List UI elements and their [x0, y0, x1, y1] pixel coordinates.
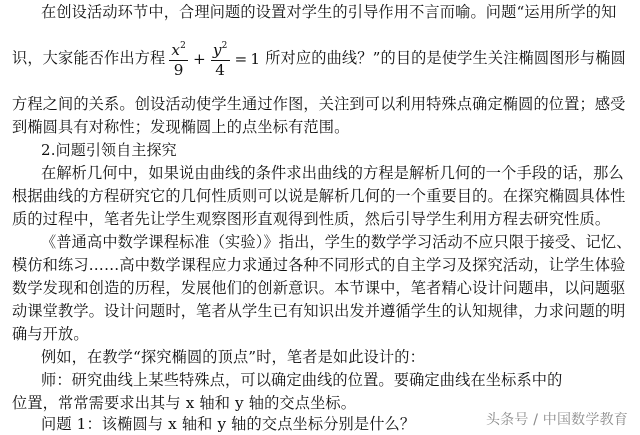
formula-y-denominator: 4 — [215, 61, 226, 80]
formula-y-exp: 2 — [221, 41, 228, 51]
formula-plus-sign: + — [192, 50, 206, 69]
paragraph-line-10: 模仿和练习……高中数学课程应力求通过各种不同形式的自主学习及探究活动，让学生体验 — [12, 256, 626, 274]
formula-equals-sign: = — [234, 50, 248, 69]
paragraph-line-8: 质的过程中，笔者先让学生观察图形直观得到性质，然后引导学生利用方程去研究性质。 — [12, 210, 611, 228]
line-2-suffix: 所对应的曲线？”的目的是使学生关注椭圆图形与椭圆 — [265, 49, 626, 68]
formula-x-denominator: 9 — [173, 61, 184, 80]
formula-fraction-y — [211, 39, 230, 79]
section-heading: 2.问题引领自主探究 — [41, 141, 177, 159]
paragraph-line-1: 在创设活动环节中，合理问题的设置对学生的引导作用不言而喻。问题“运用所学的知 — [41, 3, 617, 21]
paragraph-line-13: 确与开放。 — [12, 325, 89, 343]
paragraph-line-11: 数学发现和创造的历程，发展他们的创新意识。本节课中，笔者精心设计问题串，以问题驱 — [12, 279, 626, 297]
formula-x-exp: 2 — [180, 41, 186, 51]
formula-fraction-x — [169, 39, 188, 79]
paragraph-line-12: 动课堂教学。设计问题时，笔者从学生已有知识出发并遵循学生的认知规律，力求问题的明 — [12, 302, 626, 320]
formula-rhs: 1 — [250, 50, 261, 69]
paragraph-line-14: 例如，在教学“探究椭圆的顶点”时，笔者是如此设计的： — [41, 348, 425, 366]
paragraph-line-4: 到椭圆具有对称性；发现椭圆上的点坐标有范围。 — [12, 118, 350, 136]
source-watermark: 头条号 / 中国数学教育 — [485, 412, 628, 428]
line-2-prefix: 识，大家能否作出方程 — [12, 49, 166, 68]
formula-x-var: x — [171, 41, 181, 60]
formula-y-var: y — [212, 41, 222, 60]
paragraph-line-15: 师：研究曲线上某些特殊点，可以确定曲线的位置。要确定曲线在坐标系中的 — [41, 371, 563, 389]
paragraph-line-17: 问题 1：该椭圆与 x 轴和 y 轴的交点坐标分别是什么？ — [41, 415, 416, 433]
paragraph-line-16: 位置，常常需要求出其与 x 轴和 y 轴的交点坐标。 — [12, 394, 357, 412]
paragraph-line-2-with-formula — [12, 39, 626, 79]
paragraph-line-3: 方程之间的关系。创设活动使学生通过作图，关注到可以利用特殊点确定椭圆的位置；感受 — [12, 95, 626, 113]
paragraph-line-7: 根据曲线的方程研究它的几何性质则可以说是解析几何的一个重要目的。在探究椭圆具体性 — [12, 187, 626, 205]
paragraph-line-6: 在解析几何中，如果说由曲线的条件求出曲线的方程是解析几何的一个手段的话，那么 — [41, 164, 624, 182]
paragraph-line-9: 《普通高中数学课程标准（实验）》指出，学生的数学学习活动不应只限于接受、记忆、 — [41, 233, 632, 251]
ellipse-equation-formula — [167, 39, 263, 79]
